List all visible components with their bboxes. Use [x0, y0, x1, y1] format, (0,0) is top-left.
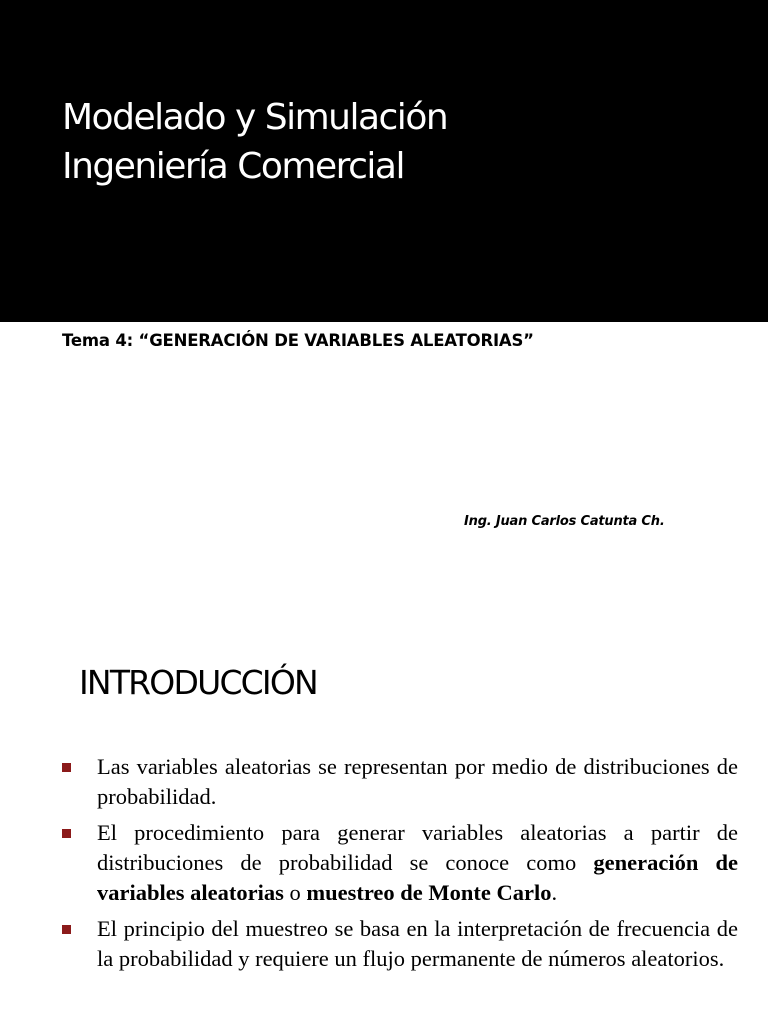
bold-term: muestreo de Monte Carlo: [306, 880, 552, 905]
square-bullet-icon: [62, 925, 71, 934]
section-heading: INTRODUCCIÓN: [79, 663, 317, 702]
slide-title-line2: Ingeniería Comercial: [62, 146, 404, 187]
topic-subtitle: Tema 4: “GENERACIÓN DE VARIABLES ALEATORIAS”: [62, 331, 534, 350]
bullet-text-end: .: [551, 880, 558, 905]
bullet-text: El procedimiento para generar variables aleatorias a partir de distribuciones de probabilidad se conoce como: [97, 820, 738, 875]
title-banner: [0, 0, 768, 322]
bullet-text: El principio del muestreo se basa en la interpretación de frecuencia de la probabilidad y requiere un flujo permanente de números aleatorios.: [97, 916, 738, 971]
slide-title: Modelado y Simulación: [62, 97, 448, 138]
square-bullet-icon: [62, 763, 71, 772]
bullet-item: [58, 752, 738, 812]
bold-term: generación de variables aleatorias: [97, 850, 738, 905]
bullet-list: [58, 752, 738, 980]
bullet-text: Las variables aleatorias se representan por medio de distribuciones de probabilidad.: [97, 754, 738, 809]
bullet-text-connector: o: [283, 880, 307, 905]
bullet-item: [58, 914, 738, 974]
square-bullet-icon: [62, 829, 71, 838]
author-name: Ing. Juan Carlos Catunta Ch.: [464, 514, 665, 529]
bullet-item: [58, 818, 738, 908]
